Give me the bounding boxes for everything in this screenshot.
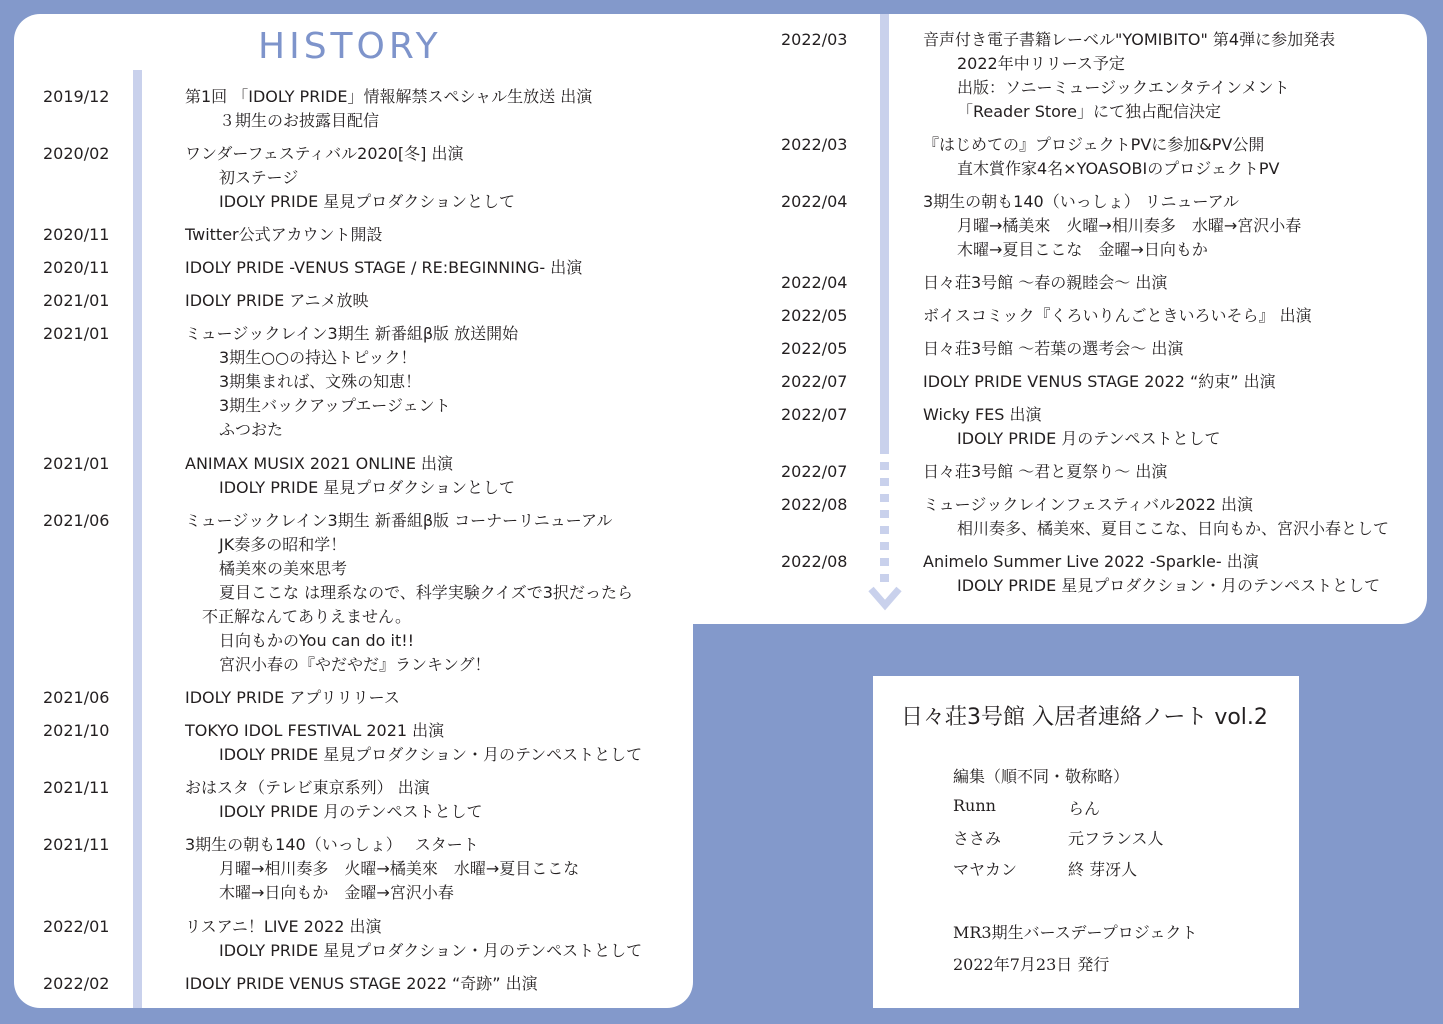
entry-date: 2022/04	[781, 192, 848, 211]
entry-detail: 木曜→日向もか 金曜→宮沢小春	[219, 883, 454, 902]
entry-detail: 2022年中リリース予定	[957, 54, 1125, 73]
editor-name: らん	[1068, 799, 1101, 818]
entry-date: 2022/07	[781, 462, 848, 481]
timeline-arrow-down-icon	[868, 586, 902, 612]
timeline-dash	[880, 462, 889, 470]
entry-detail: 3期生○○の持込トピック！	[219, 348, 417, 367]
entry-headline: ミュージックレインフェスティバル2022 出演	[923, 495, 1253, 514]
entry-text	[185, 289, 368, 313]
entry-detail: 「Reader Store」にて独占配信決定	[957, 102, 1222, 121]
entry-detail: 月曜→相川奏多 火曜→橘美來 水曜→夏目ここな	[219, 859, 580, 878]
entry-text	[923, 550, 1380, 598]
project-name: MR3期生バースデープロジェクト	[953, 923, 1198, 942]
entry-date: 2020/11	[43, 258, 110, 277]
entry-date: 2019/12	[43, 87, 110, 106]
entry-text	[923, 493, 1389, 541]
entry-detail: 不正解なんてありえません。	[202, 607, 411, 626]
entry-headline: TOKYO IDOL FESTIVAL 2021 出演	[185, 721, 445, 740]
entry-date: 2021/10	[43, 721, 110, 740]
editor-name: マヤカン	[953, 860, 1018, 879]
entry-headline: ボイスコミック『くろいりんごときいろいそら』 出演	[923, 306, 1312, 325]
entry-text	[185, 719, 642, 767]
entry-headline: おはスタ（テレビ東京系列） 出演	[185, 778, 430, 797]
entry-detail: ふつおた	[219, 420, 284, 439]
entry-text	[185, 915, 642, 963]
entry-detail: IDOLY PRIDE 星見プロダクション・月のテンペストとして	[219, 745, 643, 764]
entry-date: 2021/06	[43, 688, 110, 707]
entry-headline: IDOLY PRIDE アニメ放映	[185, 291, 369, 310]
timeline-dash	[880, 558, 889, 566]
entry-text	[923, 403, 1220, 451]
entry-text	[185, 223, 382, 247]
entry-headline: IDOLY PRIDE VENUS STAGE 2022 “奇跡” 出演	[185, 974, 538, 993]
timeline-dash	[880, 542, 889, 550]
entry-text	[185, 256, 582, 280]
entry-text	[185, 686, 400, 710]
entry-date: 2022/07	[781, 372, 848, 391]
entry-text	[923, 190, 1301, 262]
entry-headline: 3期生の朝も140（いっしょ） スタート	[185, 835, 479, 854]
entry-headline: ワンダーフェスティバル2020[冬] 出演	[185, 144, 464, 163]
entry-headline: IDOLY PRIDE VENUS STAGE 2022 “約束” 出演	[923, 372, 1276, 391]
editors-label: 編集（順不同・敬称略）	[953, 767, 1130, 786]
entry-headline: Twitter公式アカウント開設	[185, 225, 383, 244]
entry-date: 2021/11	[43, 778, 110, 797]
entry-date: 2022/02	[43, 974, 110, 993]
history-title: HISTORY	[258, 26, 442, 67]
publish-date: 2022年7月23日 発行	[953, 955, 1110, 974]
entry-date: 2021/01	[43, 291, 110, 310]
entry-date: 2021/11	[43, 835, 110, 854]
entry-date: 2022/08	[781, 495, 848, 514]
timeline-dash	[880, 494, 889, 502]
entry-text	[923, 460, 1167, 484]
entry-date: 2022/03	[781, 30, 848, 49]
entry-detail: ３期生のお披露目配信	[219, 111, 380, 130]
entry-headline: ANIMAX MUSIX 2021 ONLINE 出演	[185, 454, 454, 473]
entry-text	[923, 271, 1167, 295]
entry-text	[923, 133, 1279, 181]
entry-headline: 日々荘3号館 〜若葉の選考会〜 出演	[923, 339, 1184, 358]
entry-headline: 第1回 「IDOLY PRIDE」情報解禁スペシャル生放送 出演	[185, 87, 593, 106]
entry-date: 2022/04	[781, 273, 848, 292]
timeline-dash	[880, 510, 889, 518]
entry-text	[185, 509, 633, 677]
entry-text	[923, 370, 1276, 394]
entry-headline: IDOLY PRIDE アプリリリース	[185, 688, 400, 707]
entry-date: 2021/06	[43, 511, 110, 530]
entry-detail: IDOLY PRIDE 星見プロダクションとして	[219, 192, 515, 211]
entry-detail: JK奏多の昭和学！	[219, 535, 347, 554]
entry-detail: 日向もかのYou can do it!!	[219, 631, 415, 650]
entry-headline: 3期生の朝も140（いっしょ） リニューアル	[923, 192, 1240, 211]
entry-detail: 相川奏多、橘美來、夏目ここな、日向もか、宮沢小春として	[957, 519, 1390, 538]
entry-detail: 木曜→夏目ここな 金曜→日向もか	[957, 240, 1208, 259]
entry-date: 2021/01	[43, 324, 110, 343]
entry-detail: 初ステージ	[219, 168, 299, 187]
entry-headline: ミュージックレイン3期生 新番組β版 放送開始	[185, 324, 519, 343]
publication-note	[873, 676, 1299, 1008]
entry-detail: IDOLY PRIDE 月のテンペストとして	[219, 802, 483, 821]
entry-date: 2020/11	[43, 225, 110, 244]
entry-headline: リスアニ！LIVE 2022 出演	[185, 917, 382, 936]
entry-text	[185, 85, 592, 133]
entry-headline: 『はじめての』プロジェクトPVに参加&PV公開	[923, 135, 1265, 154]
entry-detail: 月曜→橘美來 火曜→相川奏多 水曜→宮沢小春	[957, 216, 1302, 235]
entry-date: 2022/05	[781, 339, 848, 358]
entry-headline: 日々荘3号館 〜君と夏祭り〜 出演	[923, 462, 1168, 481]
timeline-dash	[880, 526, 889, 534]
entry-detail: IDOLY PRIDE 星見プロダクションとして	[219, 478, 515, 497]
entry-text	[185, 452, 515, 500]
entry-text	[185, 322, 518, 442]
entry-detail: 夏目ここな は理系なので、科学実験クイズで3択だったら	[219, 583, 633, 602]
entry-detail: 3期集まれば、文殊の知恵！	[219, 372, 422, 391]
entry-date: 2022/08	[781, 552, 848, 571]
entry-date: 2022/01	[43, 917, 110, 936]
entry-headline: 日々荘3号館 〜春の親睦会〜 出演	[923, 273, 1168, 292]
entry-date: 2022/03	[781, 135, 848, 154]
entry-headline: Animelo Summer Live 2022 -Sparkle- 出演	[923, 552, 1259, 571]
timeline-line-left	[133, 70, 142, 1008]
entry-text	[923, 304, 1312, 328]
entry-date: 2020/02	[43, 144, 110, 163]
editor-name: 終 芽冴人	[1068, 860, 1138, 879]
editor-name: 元フランス人	[1068, 829, 1164, 848]
entry-date: 2021/01	[43, 454, 110, 473]
entry-text	[185, 833, 579, 905]
entry-text	[923, 28, 1335, 124]
entry-detail: 宮沢小春の『やだやだ』ランキング！	[219, 655, 491, 674]
entry-text	[185, 972, 538, 996]
entry-text	[185, 776, 482, 824]
timeline-dash	[880, 574, 889, 582]
entry-headline: 音声付き電子書籍レーベル"YOMIBITO" 第4弾に参加発表	[923, 30, 1336, 49]
entry-headline: ミュージックレイン3期生 新番組β版 コーナーリニューアル	[185, 511, 613, 530]
timeline-dash	[880, 478, 889, 486]
entry-headline: IDOLY PRIDE -VENUS STAGE / RE:BEGINNING- 出演	[185, 258, 583, 277]
entry-detail: 橘美來の美來思考	[219, 559, 348, 578]
entry-detail: IDOLY PRIDE 月のテンペストとして	[957, 429, 1221, 448]
entry-text	[923, 337, 1183, 361]
editor-name: ささみ	[953, 829, 1002, 848]
entry-date: 2022/07	[781, 405, 848, 424]
entry-detail: 直木賞作家4名×YOASOBIのプロジェクトPV	[957, 159, 1280, 178]
entry-detail: 出版：ソニーミュージックエンタテインメント	[957, 78, 1290, 97]
entry-date: 2022/05	[781, 306, 848, 325]
entry-detail: IDOLY PRIDE 星見プロダクション・月のテンペストとして	[957, 576, 1381, 595]
editor-name: Runn	[953, 796, 996, 815]
entry-text	[185, 142, 515, 214]
timeline-line-right	[880, 14, 889, 454]
note-title: 日々荘3号館 入居者連絡ノート vol.2	[901, 705, 1268, 730]
entry-headline: Wicky FES 出演	[923, 405, 1042, 424]
entry-detail: 3期生バックアップエージェント	[219, 396, 451, 415]
entry-detail: IDOLY PRIDE 星見プロダクション・月のテンペストとして	[219, 941, 643, 960]
